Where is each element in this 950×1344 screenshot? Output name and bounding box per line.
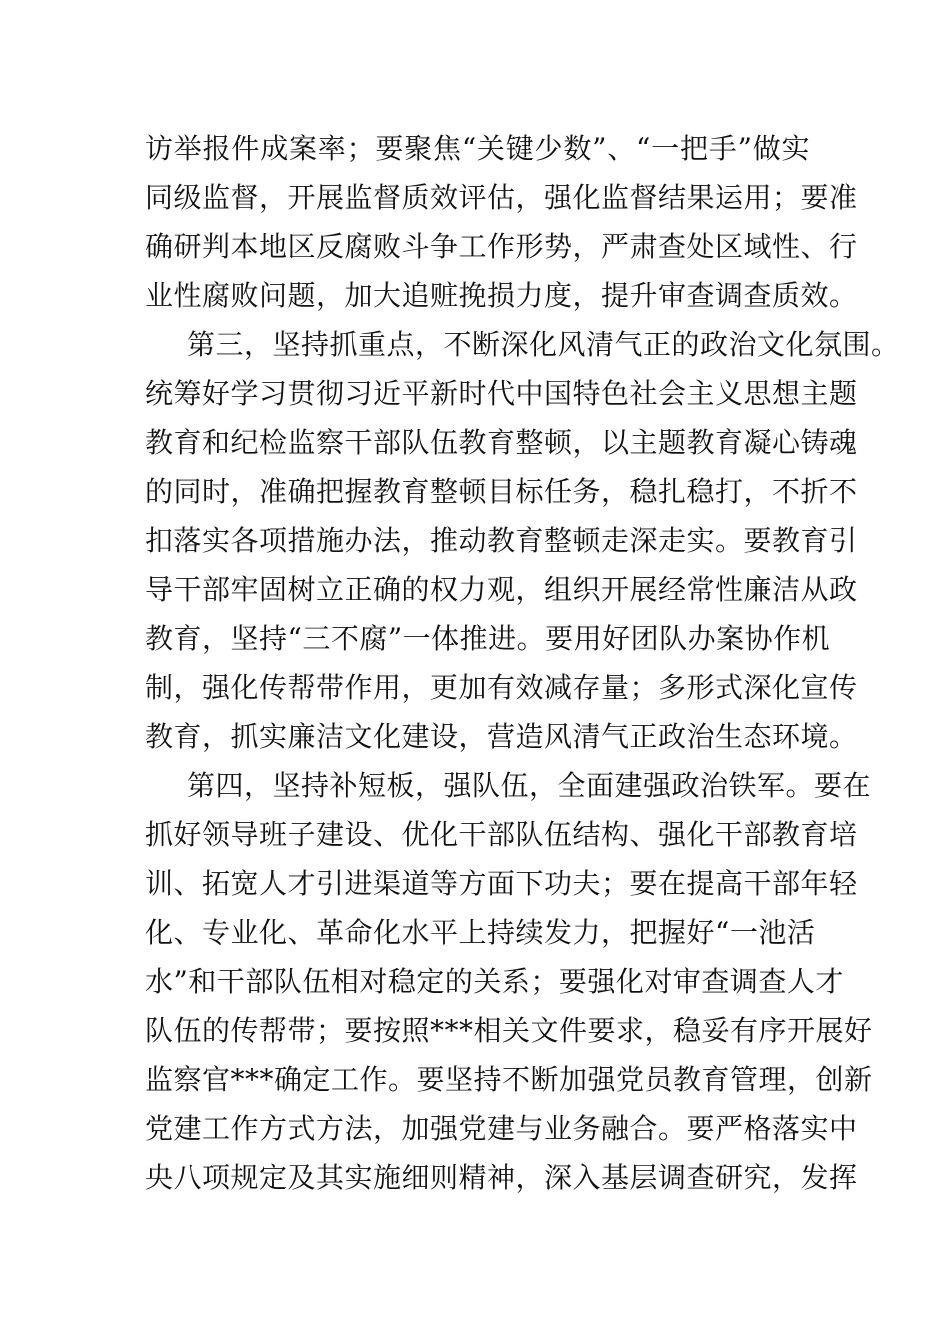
text-line: 的同时，准确把握教育整顿目标任务，稳扎稳打，不折不 xyxy=(145,475,858,508)
text-line: 访举报件成案率；要聚焦“关键少数”、“一把手”做实 xyxy=(145,132,810,165)
text-line: 扣落实各项措施办法，推动教育整顿走深走实。要教育引 xyxy=(145,524,858,557)
text-line: 教育，抓实廉洁文化建设，营造风清气正政治生态环境。 xyxy=(145,720,858,753)
text-line: 确研判本地区反腐败斗争工作形势，严肃查处区域性、行 xyxy=(145,230,858,263)
text-line: 队伍的传帮带；要按照***相关文件要求，稳妥有序开展好 xyxy=(145,1014,873,1047)
text-line: 监察官***确定工作。要坚持不断加强党员教育管理，创新 xyxy=(145,1063,873,1096)
text-line: 制，强化传帮带作用，更加有效减存量；多形式深化宣传 xyxy=(145,671,858,704)
body-text xyxy=(145,124,900,1202)
text-line: 导干部牢固树立正确的权力观，组织开展经常性廉洁从政 xyxy=(145,573,858,606)
text-line: 统筹好学习贯彻习近平新时代中国特色社会主义思想主题 xyxy=(145,377,858,410)
paragraph-three-heading-line: 第三，坚持抓重点，不断深化风清气正的政治文化氛围。 xyxy=(187,328,900,361)
text-line: 党建工作方式方法，加强党建与业务融合。要严格落实中 xyxy=(145,1112,858,1145)
text-line: 同级监督，开展监督质效评估，强化监督结果运用；要准 xyxy=(145,181,858,214)
text-line: 水”和干部队伍相对稳定的关系；要强化对审查调查人才 xyxy=(145,965,844,998)
text-line: 央八项规定及其实施细则精神，深入基层调查研究，发挥 xyxy=(145,1161,858,1194)
text-line: 抓好领导班子建设、优化干部队伍结构、强化干部教育培 xyxy=(145,818,858,851)
text-line: 教育和纪检监察干部队伍教育整顿，以主题教育凝心铸魂 xyxy=(145,426,858,459)
text-line: 训、拓宽人才引进渠道等方面下功夫；要在提高干部年轻 xyxy=(145,867,858,900)
text-line: 化、专业化、革命化水平上持续发力，把握好“一池活 xyxy=(145,916,816,949)
text-line: 教育，坚持“三不腐”一体推进。要用好团队办案协作机 xyxy=(145,622,831,655)
paragraph-four-heading-line: 第四，坚持补短板，强队伍，全面建强政治铁军。要在 xyxy=(187,769,872,802)
text-line: 业性腐败问题，加大追赃挽损力度，提升审查调查质效。 xyxy=(145,279,858,312)
